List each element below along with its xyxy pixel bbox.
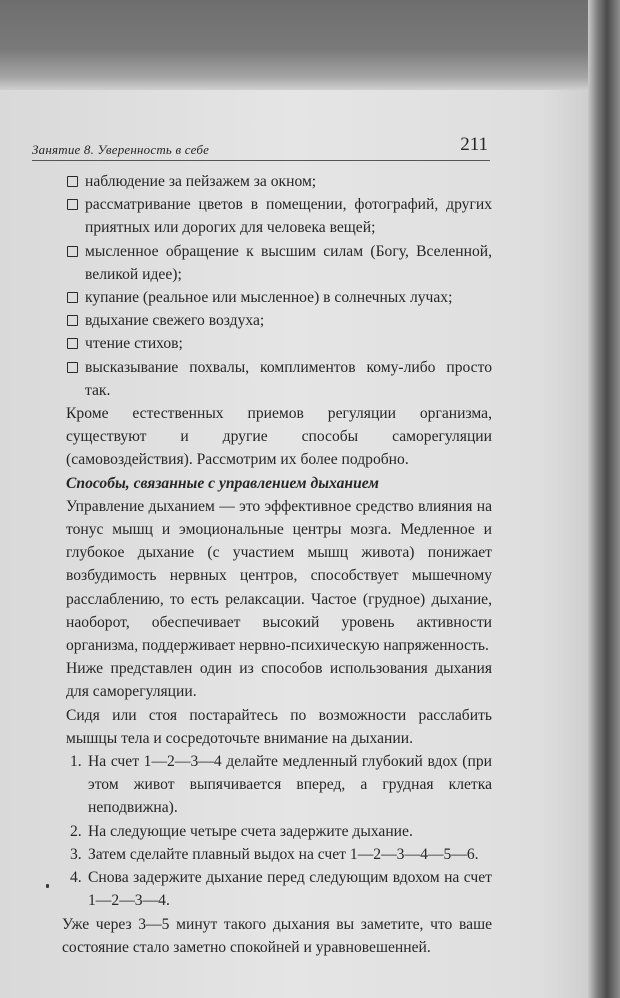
list-item: вдыхание свежего воздуха; (66, 309, 492, 332)
list-item: наблюдение за пейзажем за окном; (66, 170, 492, 193)
header-title: Занятие 8. Уверенность в себе (32, 142, 210, 157)
book-spine-shadow (588, 0, 620, 998)
checkbox-icon (67, 362, 78, 373)
body-paragraph: Сидя или стоя постарайтесь по возможности расслабить мышцы тела и сосредоточьте внимание на дыхании. (66, 706, 492, 747)
list-item: 1. На счет 1—2—3—4 делайте медленный глубокий вдох (при этом живот выпячивается вперед, а грудная клетка неподвижна). (66, 750, 492, 820)
step-number: 2. (70, 822, 82, 840)
list-item: 3. Затем сделайте плавный выдох на счет 1—2—3—4—5—6. (66, 843, 492, 866)
closing-paragraph: Уже через 3—5 минут такого дыхания вы заметите, что ваше состояние стало заметно спокойней и уравновешенней. (62, 915, 492, 956)
checkbox-icon (67, 246, 78, 257)
scan-top-shadow (0, 0, 620, 90)
body-paragraph: Ниже представлен один из способов использования дыхания для саморегуляции. (66, 660, 492, 701)
step-number: 1. (70, 753, 82, 771)
list-item: 4. Снова задержите дыхание перед следующим вдохом на счет 1—2—3—4. (66, 866, 492, 912)
checkbox-icon (67, 199, 78, 210)
checkbox-icon (67, 315, 78, 326)
list-item: чтение стихов; (66, 332, 492, 355)
body-paragraph: Управление дыханием — это эффективное средство влияния на тонус мышц и эмоциональные центры мозга. Медленное и глубокое дыхание (с участием мышц живота) понижает возбудимость нервных центров, способствует мышечному расслаблению, то есть релаксации. Частое (грудное) дыхание, наоборот, обеспечивает высокий уровень активности организма, поддерживает нервно-психическую напряженность. (66, 497, 492, 655)
checkbox-icon (67, 176, 78, 187)
bullet-list (66, 170, 492, 402)
page-number: 211 (460, 134, 488, 155)
running-header (32, 134, 490, 161)
list-item: купание (реальное или мысленное) в солнечных лучах; (66, 286, 492, 309)
intro-paragraph: Кроме естественных приемов регуляции организма, существуют и другие способы саморегуляции (самовоздействия). Рассмотрим их более подробно. (66, 405, 492, 469)
section-subheading: Способы, связанные с управлением дыханием (66, 474, 379, 492)
step-number: 3. (70, 845, 82, 863)
list-item: высказывание похвалы, комплиментов кому-либо просто так. (66, 356, 492, 402)
scan-speck (46, 884, 49, 888)
checkbox-icon (67, 338, 78, 349)
list-item: мысленное обращение к высшим силам (Богу, Вселенной, великой идее); (66, 240, 492, 286)
step-number: 4. (70, 869, 82, 887)
list-item: 2. На следующие четыре счета задержите дыхание. (66, 820, 492, 843)
checkbox-icon (67, 292, 78, 303)
numbered-list (66, 750, 492, 912)
list-item: рассматривание цветов в помещении, фотографий, других приятных или дорогих для человека вещей; (66, 193, 492, 239)
page-content (62, 170, 492, 959)
